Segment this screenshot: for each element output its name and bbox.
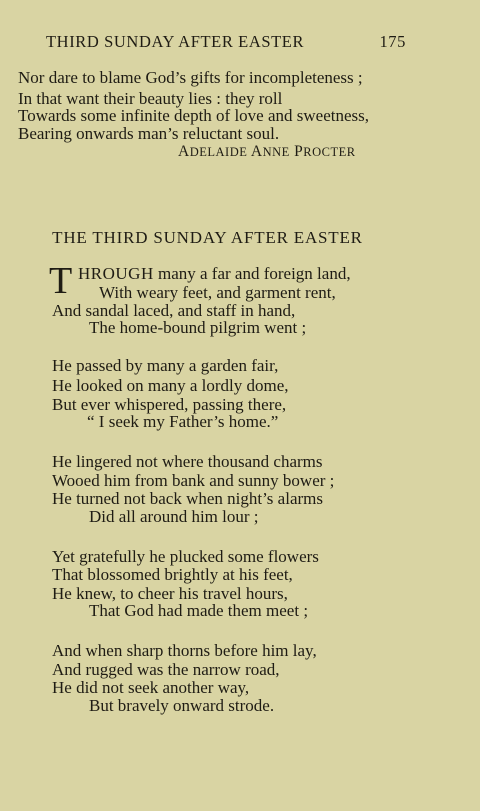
running-title: THIRD SUNDAY AFTER EASTER <box>46 32 305 51</box>
drop-cap: T <box>49 260 73 302</box>
verse-line: That God had made them meet ; <box>89 601 309 620</box>
verse-line: Did all around him lour ; <box>89 507 259 526</box>
verse-line: But bravely onward strode. <box>89 696 275 715</box>
verse-line: Yet gratefully he plucked some flowers <box>52 547 319 566</box>
verse-line: Bearing onwards man’s reluctant soul. <box>18 124 280 143</box>
verse-line: Nor dare to blame God’s gifts for incompleteness ; <box>18 68 363 87</box>
verse-line: He lingered not where thousand charms <box>52 452 323 471</box>
verse-line: He passed by many a garden fair, <box>52 356 279 375</box>
poem-attribution: ADELAIDE ANNE PROCTER <box>178 143 356 160</box>
verse-line: And rugged was the narrow road, <box>52 660 280 679</box>
page-number: 175 <box>379 32 406 51</box>
verse-line: He did not seek another way, <box>52 678 250 697</box>
verse-line: He looked on many a lordly dome, <box>52 376 289 395</box>
verse-line: But ever whispered, passing there, <box>52 395 287 414</box>
verse-line: He knew, to cheer his travel hours, <box>52 584 288 603</box>
verse-line: And sandal laced, and staff in hand, <box>52 301 296 320</box>
verse-line: Towards some infinite depth of love and sweetness, <box>18 106 370 125</box>
verse-line: He turned not back when night’s alarms <box>52 489 323 508</box>
verse-line-first: HROUGH many a far and foreign land, <box>78 264 351 283</box>
verse-line: That blossomed brightly at his feet, <box>52 565 293 584</box>
verse-line: “ I seek my Father’s home.” <box>87 412 279 431</box>
verse-line: In that want their beauty lies : they roll <box>18 89 283 108</box>
verse-line: The home-bound pilgrim went ; <box>89 318 307 337</box>
verse-line: Wooed him from bank and sunny bower ; <box>52 471 335 490</box>
verse-line: With weary feet, and garment rent, <box>99 283 336 302</box>
poem-title: THE THIRD SUNDAY AFTER EASTER <box>52 228 363 247</box>
verse-line: And when sharp thorns before him lay, <box>52 641 317 660</box>
